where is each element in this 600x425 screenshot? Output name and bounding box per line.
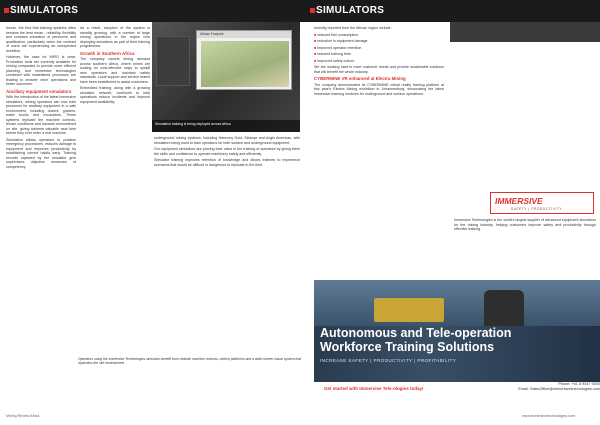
brand-logo[interactable] <box>490 192 594 214</box>
bullet-text: reduced fuel consumption <box>317 32 359 37</box>
paragraph: The company demonstrated its CYBERMINE virtual reality training platform at this year's Electra Mining exhibition in Johannesburg, showcasing the latest immersive learning modules for underground and surface operations. <box>314 82 444 96</box>
logo-text: IMMERSIVE <box>495 196 543 206</box>
bullet-item <box>314 39 444 44</box>
paragraph: The company reports strong demand across southern Africa, where mines are looking for cost-effective ways to upskill new operators and maintain safety standards. Local support and service teams have been established to assist customers. <box>80 57 150 84</box>
bullet-item <box>314 52 444 57</box>
bullet-icon: ■ <box>314 32 318 37</box>
paragraph: With the introduction of the latest Immersive simulators, mining operators can now train personnel for ancillary equipment in a safe environment, including dozers, graders, water trucks and excavators. These systems replicate the machine controls, terrain conditions and hazards encountered on site, giving trainees valuable seat time before they ever enter a real machine. <box>6 95 76 135</box>
sidebar-ad <box>450 22 600 280</box>
subheading: CYBERMINE VR enhanced at Electra Mining <box>314 76 406 81</box>
bullet-item <box>314 46 444 51</box>
subheading: Ancillary equipment simulators <box>6 88 72 94</box>
article-column-3 <box>154 136 300 354</box>
subheading: Growth in Southern Africa <box>80 50 135 56</box>
paragraph: trends. We find that training systems often remains the best mean - reliability, flexibility and constant education of personnel and qualification, particularly when the contract of users are experiencing an unexpected workflow. <box>6 26 76 53</box>
operator-image <box>484 290 524 326</box>
bullet-text: reduction in equipment damage <box>317 39 368 43</box>
contact-email[interactable]: Email: SalesOffice@immersivetechnologies.com <box>518 386 600 391</box>
paragraph: However, the case for MIRO is clear. Production tools are currently available for mining companies to provide more efficient planning, and immersive technologies combined with established processes are leading to smarter mine operations and better outcomes. <box>6 55 76 86</box>
article-figure <box>152 22 300 132</box>
article-column-2 <box>80 26 150 356</box>
bullet-item <box>314 33 444 38</box>
bullet-icon: ■ <box>314 45 318 50</box>
paragraph: recently reported from the African region include: <box>314 26 392 30</box>
figure-side-panel <box>156 36 190 86</box>
bullet-icon: ■ <box>314 39 318 43</box>
ad-headline-line-1: Autonomous and Tele-operation <box>320 326 512 340</box>
bullet-text: improved safety culture <box>317 58 355 63</box>
ad-tagline: INCREASE SAFETY | PRODUCTIVITY | PROFITABILITY <box>320 358 457 363</box>
website-link[interactable]: www.immersivetechnologies.com <box>522 414 575 418</box>
contact-phone: Phone: +61 8 9347 9000 <box>558 382 600 386</box>
ad-photo <box>314 280 600 326</box>
bullet-item <box>314 59 444 64</box>
footer-call-to-action: Get started with Immersive Tele-ologies today! <box>324 386 424 391</box>
publication-footer: Mining Review Africa <box>6 414 40 418</box>
paragraph: Our equipment simulators are proving their value in the training of operators by giving them the skills and confidence to operate machinery safely and efficiently. <box>154 147 300 156</box>
bullet-text: improved operator retention <box>317 45 362 50</box>
bullet-icon: ■ <box>314 52 318 56</box>
paragraph: Simulation allows operators to practise emergency procedures, reduces damage to equipment and improves productivity by establishing correct habits early. Training records captured by the simulator give supervisors objective measures of competency. <box>6 137 76 169</box>
header-title-right: SIMULATORS <box>316 5 385 16</box>
contact-block <box>432 382 600 392</box>
figure-panel-title: African Footprint <box>197 31 291 38</box>
article-column-1 <box>6 26 76 356</box>
truck-image <box>374 298 444 322</box>
logo-subtitle: SAFETY | PRODUCTIVITY <box>511 207 563 211</box>
sidebar-text: Immersive Technologies is the world's largest supplier of advanced equipment simulators for the mining industry, helping customers improve safety and productivity through effective training. <box>454 218 596 231</box>
figure-map-panel <box>196 30 292 90</box>
figure-caption: Simulation training is being deployed across Africa <box>152 120 300 132</box>
paragraph: underground mining systems, including Harmony Gold, Sibanye and Anglo American, with simulators being used to train operators for both surface and underground equipment. <box>154 136 300 145</box>
paragraph: We are working hard to meet customer needs and provide sustainable solutions that will benefit the whole industry. <box>314 65 444 74</box>
article-column-4 <box>314 26 444 276</box>
header-accent-square <box>4 8 9 13</box>
advertisement-banner[interactable] <box>314 280 600 382</box>
paragraph: Simulator training improves retention of knowledge and allows trainees to experience scenarios that would be difficult or dangerous to replicate in the field. <box>154 158 300 167</box>
header-accent-square-right <box>310 8 315 13</box>
image-caption: Operators using the Immersive Technologies simulator benefit from realistic machine controls, motion platforms and a wide-screen visual system that replicates the site environment. <box>78 357 302 366</box>
header-title-left: SIMULATORS <box>10 5 79 16</box>
map-image <box>201 41 289 87</box>
sidebar-top-image <box>450 22 600 42</box>
paragraph: Embedded training, along with a growing simulator network, continues to help operations reduce incidents and improve equipment availability. <box>80 86 150 104</box>
ad-headline-line-2: Workforce Training Solutions <box>320 340 495 354</box>
bullet-text: reduced training time <box>317 52 351 56</box>
paragraph: As a result, adoption of the system is steadily growing, with a number of large mining operations in the region now deploying simulators as part of their training programmes. <box>80 26 150 48</box>
page-header <box>0 0 600 22</box>
bullet-icon: ■ <box>314 58 318 63</box>
